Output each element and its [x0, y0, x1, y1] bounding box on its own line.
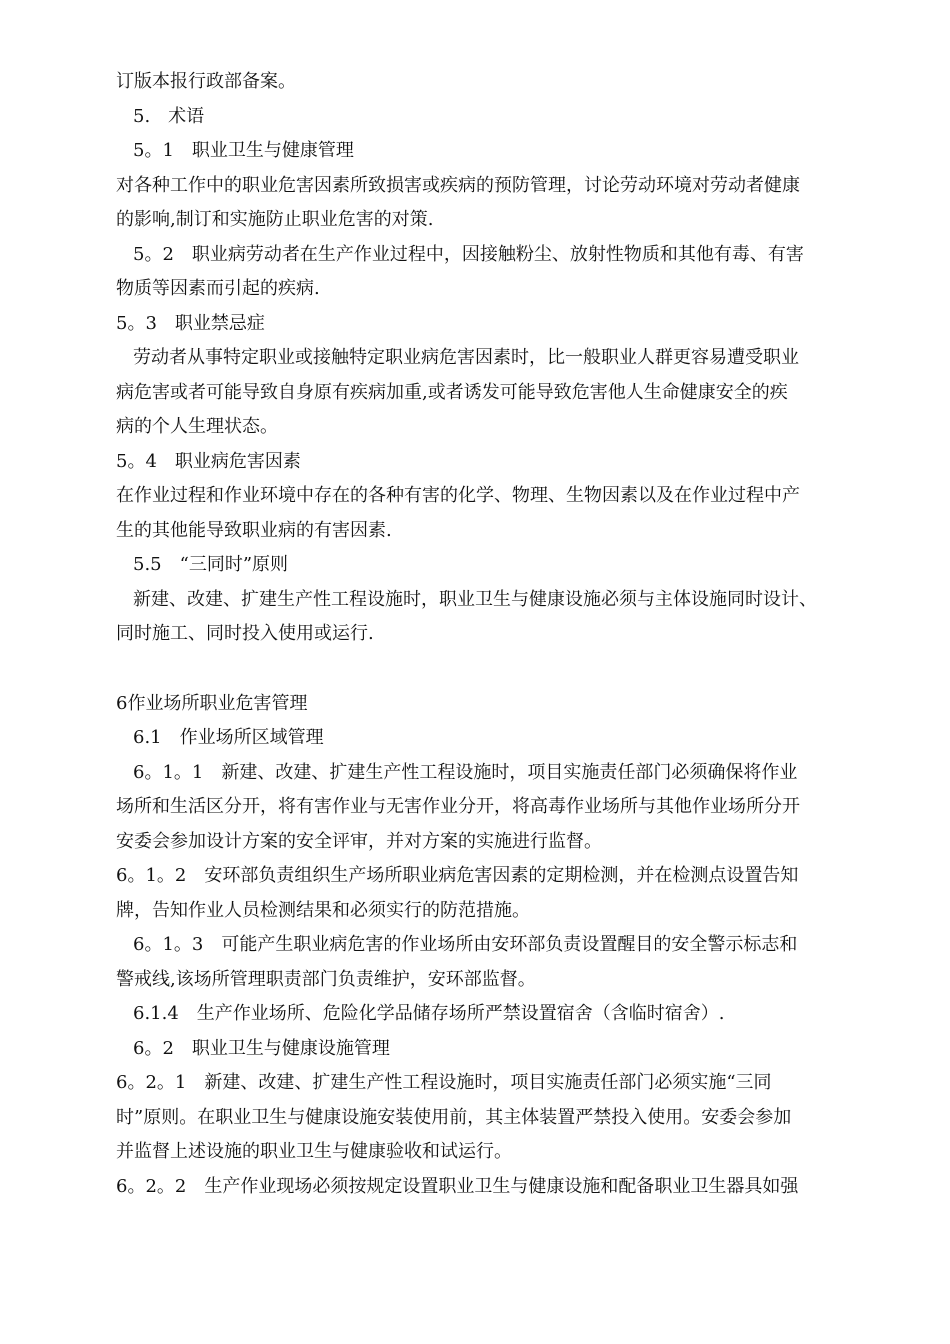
- text-line: 6。1。3 可能产生职业病危害的作业场所由安环部负责设置醒目的安全警示标志和: [133, 934, 798, 955]
- text-line: 5。2 职业病劳动者在生产作业过程中，因接触粉尘、放射性物质和其他有毒、有害: [133, 244, 804, 265]
- text-line: 对各种工作中的职业危害因素所致损害或疾病的预防管理，讨论劳动环境对劳动者健康: [116, 175, 800, 196]
- text-line: 牌，告知作业人员检测结果和必须实行的防范措施。: [116, 900, 530, 921]
- subsection-heading: 6。2 职业卫生与健康设施管理: [133, 1038, 390, 1059]
- text-line: 6.1.4 生产作业场所、危险化学品储存场所严禁设置宿舍（含临时宿舍）.: [133, 1003, 725, 1024]
- text-line: 在作业过程和作业环境中存在的各种有害的化学、物理、生物因素以及在作业过程中产: [116, 485, 800, 506]
- subsection-heading: 5.5 “三同时”原则: [133, 554, 289, 575]
- text-line: 并监督上述设施的职业卫生与健康验收和试运行。: [116, 1141, 512, 1162]
- subsection-heading: 5。3 职业禁忌症: [116, 313, 265, 334]
- text-line: 6。1。1 新建、改建、扩建生产性工程设施时，项目实施责任部门必须确保将作业: [133, 762, 798, 783]
- subsection-heading: 6.1 作业场所区域管理: [133, 727, 324, 748]
- text-line: 病危害或者可能导致自身原有疾病加重,或者诱发可能导致危害他人生命健康安全的疾: [116, 382, 788, 403]
- text-line: 同时施工、同时投入使用或运行.: [116, 623, 374, 644]
- subsection-heading: 5。1 职业卫生与健康管理: [133, 140, 354, 161]
- section-heading: 5. 术语: [133, 106, 205, 127]
- text-line: 安委会参加设计方案的安全评审，并对方案的实施进行监督。: [116, 831, 602, 852]
- text-line: 生的其他能导致职业病的有害因素.: [116, 520, 392, 541]
- text-line: 时”原则。在职业卫生与健康设施安装使用前，其主体装置严禁投入使用。安委会参加: [116, 1107, 792, 1128]
- text-line: 警戒线,该场所管理职责部门负责维护，安环部监督。: [116, 969, 536, 990]
- section-heading: 6作业场所职业危害管理: [116, 693, 308, 714]
- text-line: 6。1。2 安环部负责组织生产场所职业病危害因素的定期检测，并在检测点设置告知: [116, 865, 799, 886]
- text-line: 劳动者从事特定职业或接触特定职业病危害因素时，比一般职业人群更容易遭受职业: [133, 347, 799, 368]
- text-line: 6。2。2 生产作业现场必须按规定设置职业卫生与健康设施和配备职业卫生器具如强: [116, 1176, 799, 1197]
- subsection-heading: 5。4 职业病危害因素: [116, 451, 301, 472]
- text-line: 场所和生活区分开，将有害作业与无害作业分开，将高毒作业场所与其他作业场所分开: [116, 796, 800, 817]
- text-line: 的影响,制订和实施防止职业危害的对策.: [116, 209, 434, 230]
- text-line: 病的个人生理状态。: [116, 416, 278, 437]
- text-line: 6。2。1 新建、改建、扩建生产性工程设施时，项目实施责任部门必须实施“三同: [116, 1072, 772, 1093]
- text-line: 订版本报行政部备案。: [116, 71, 296, 92]
- text-line: 新建、改建、扩建生产性工程设施时，职业卫生与健康设施必须与主体设施同时设计、: [133, 589, 817, 610]
- text-line: 物质等因素而引起的疾病.: [116, 278, 320, 299]
